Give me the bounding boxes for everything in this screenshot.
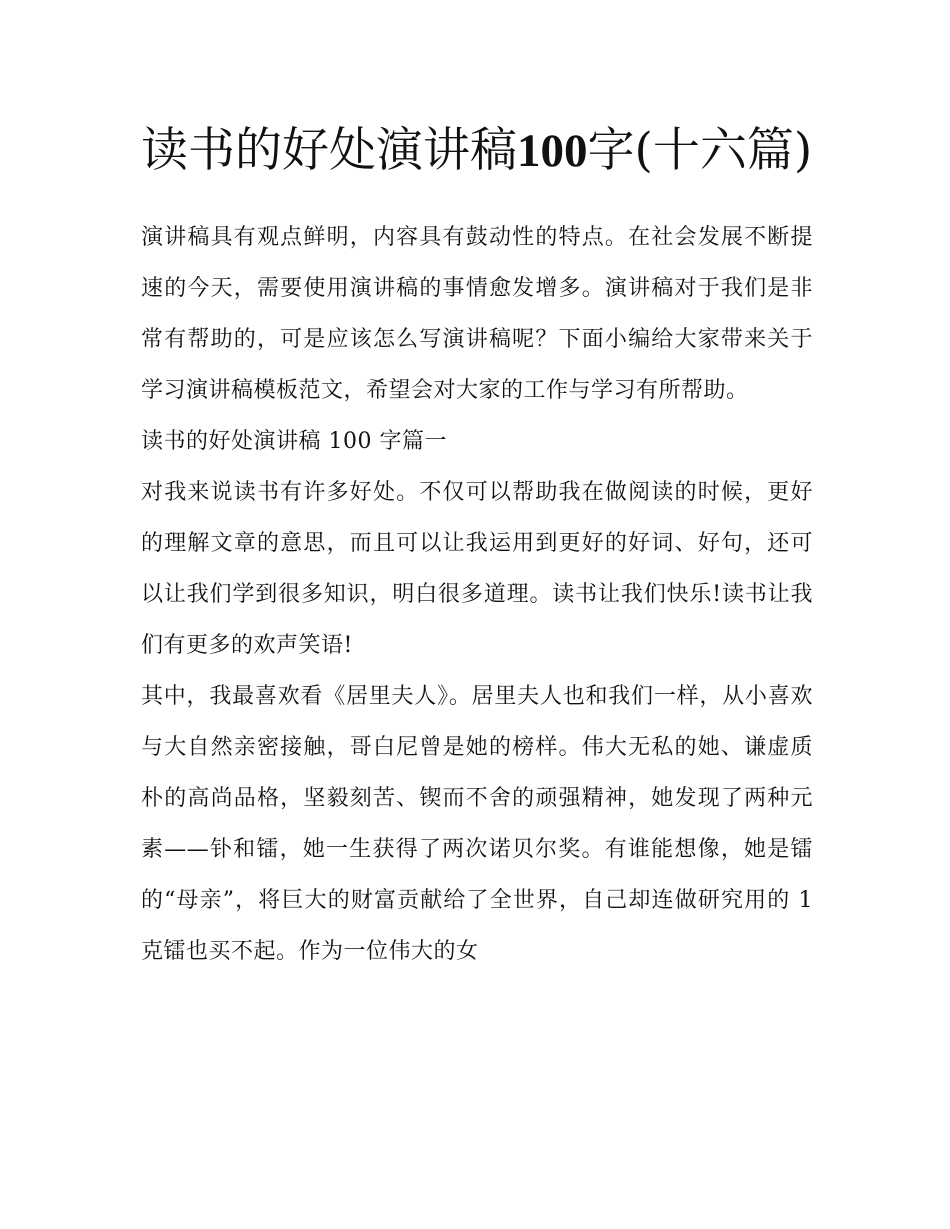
title-text-part2: 字(十六篇) [587,123,813,178]
document-page [141,112,813,977]
document-title [141,112,813,190]
body-paragraph: 对我来说读书有许多好处。不仅可以帮助我在做阅读的时候，更好的理解文章的意思，而且可以让我运用到更好的好词、好句，还可以让我们学到很多知识，明白很多道理。读书让我们快乐!读书让我们有更多的欢声笑语! [141,480,813,658]
section-heading: 读书的好处演讲稿 100 字篇一 [141,429,447,454]
intro-paragraph: 演讲稿具有观点鲜明，内容具有鼓动性的特点。在社会发展不断提速的今天，需要使用演讲稿的事情愈发增多。演讲稿对于我们是非常有帮助的，可是应该怎么写演讲稿呢？下面小编给大家带来关于学习演讲稿模板范文，希望会对大家的工作与学习有所帮助。 [141,225,813,403]
body-paragraph: 其中，我最喜欢看《居里夫人》。居里夫人也和我们一样，从小喜欢与大自然亲密接触，哥白尼曾是她的榜样。伟大无私的她、谦虚质朴的高尚品格，坚毅刻苦、锲而不舍的顽强精神，她发现了两种元素——钋和镭，她一生获得了两次诺贝尔奖。有谁能想像，她是镭的“母亲”，将巨大的财富贡献给了全世界，自己却连做研究用的 1 克镭也买不起。作为一位伟大的女 [141,684,813,964]
title-text-part1: 读书的好处演讲稿 [141,123,517,178]
title-number: 100 [517,125,588,177]
